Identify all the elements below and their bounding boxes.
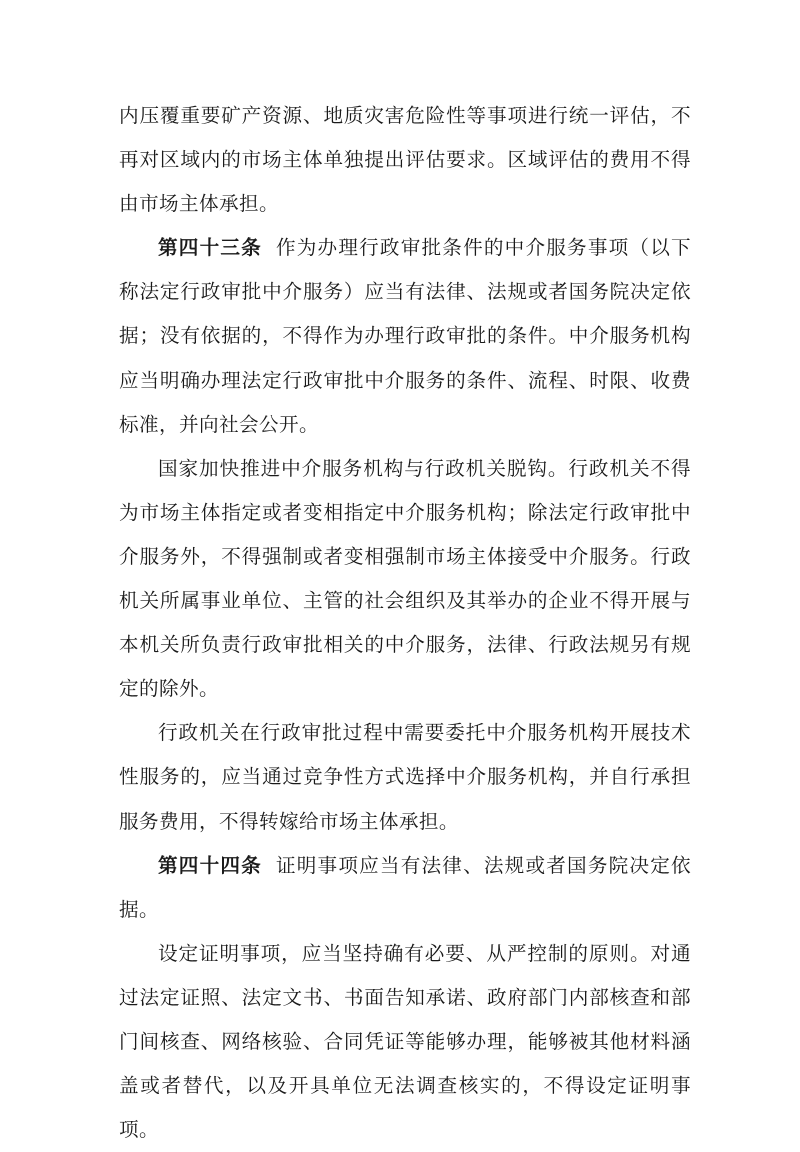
paragraph-text: 作为办理行政审批条件的中介服务事项（以下称法定行政审批中介服务）应当有法律、法规或者国务院决定依据；没有依据的，不得作为办理行政审批的条件。中介服务机构应当明确办理法定行政审批中介服务的条件、流程、时限、收费标准，并向社会公开。 (119, 236, 692, 436)
paragraph-text: 行政机关在行政审批过程中需要委托中介服务机构开展技术性服务的，应当通过竞争性方式选择中介服务机构，并自行承担服务费用，不得转嫁给市场主体承担。 (119, 721, 691, 833)
paragraph-text: 设定证明事项，应当坚持确有必要、从严控制的原则。对通过法定证照、法定文书、书面告知承诺、政府部门内部核查和部门间核查、网络核验、合同凭证等能够办理，能够被其他材料涵盖或者替代，以及开具单位无法调查核实的，不得设定证明事项。 (119, 941, 691, 1142)
paragraph-text: 国家加快推进中介服务机构与行政机关脱钩。行政机关不得为市场主体指定或者变相指定中介服务机构；除法定行政审批中介服务外，不得强制或者变相强制市场主体接受中介服务。行政机关所属事业单位、主管的社会组织及其举办的企业不得开展与本机关所负责行政审批相关的中介服务，法律、行政法规另有规定的除外。 (119, 456, 691, 701)
paragraph-technical-services (119, 711, 691, 843)
paragraph-text: 证明事项应当有法律、法规或者国务院决定依据。 (119, 853, 692, 921)
paragraph-continuation (119, 94, 691, 226)
paragraph-certification-principles (119, 932, 691, 1152)
document-body (119, 94, 691, 1152)
article-number: 第四十三条 (158, 236, 262, 260)
paragraph-article-43 (119, 226, 691, 446)
paragraph-article-44 (119, 844, 691, 932)
paragraph-intermediary-decoupling (119, 447, 691, 712)
article-number: 第四十四条 (158, 853, 262, 877)
paragraph-text: 内压覆重要矿产资源、地质灾害危险性等事项进行统一评估，不再对区域内的市场主体单独提出评估要求。区域评估的费用不得由市场主体承担。 (119, 104, 691, 216)
